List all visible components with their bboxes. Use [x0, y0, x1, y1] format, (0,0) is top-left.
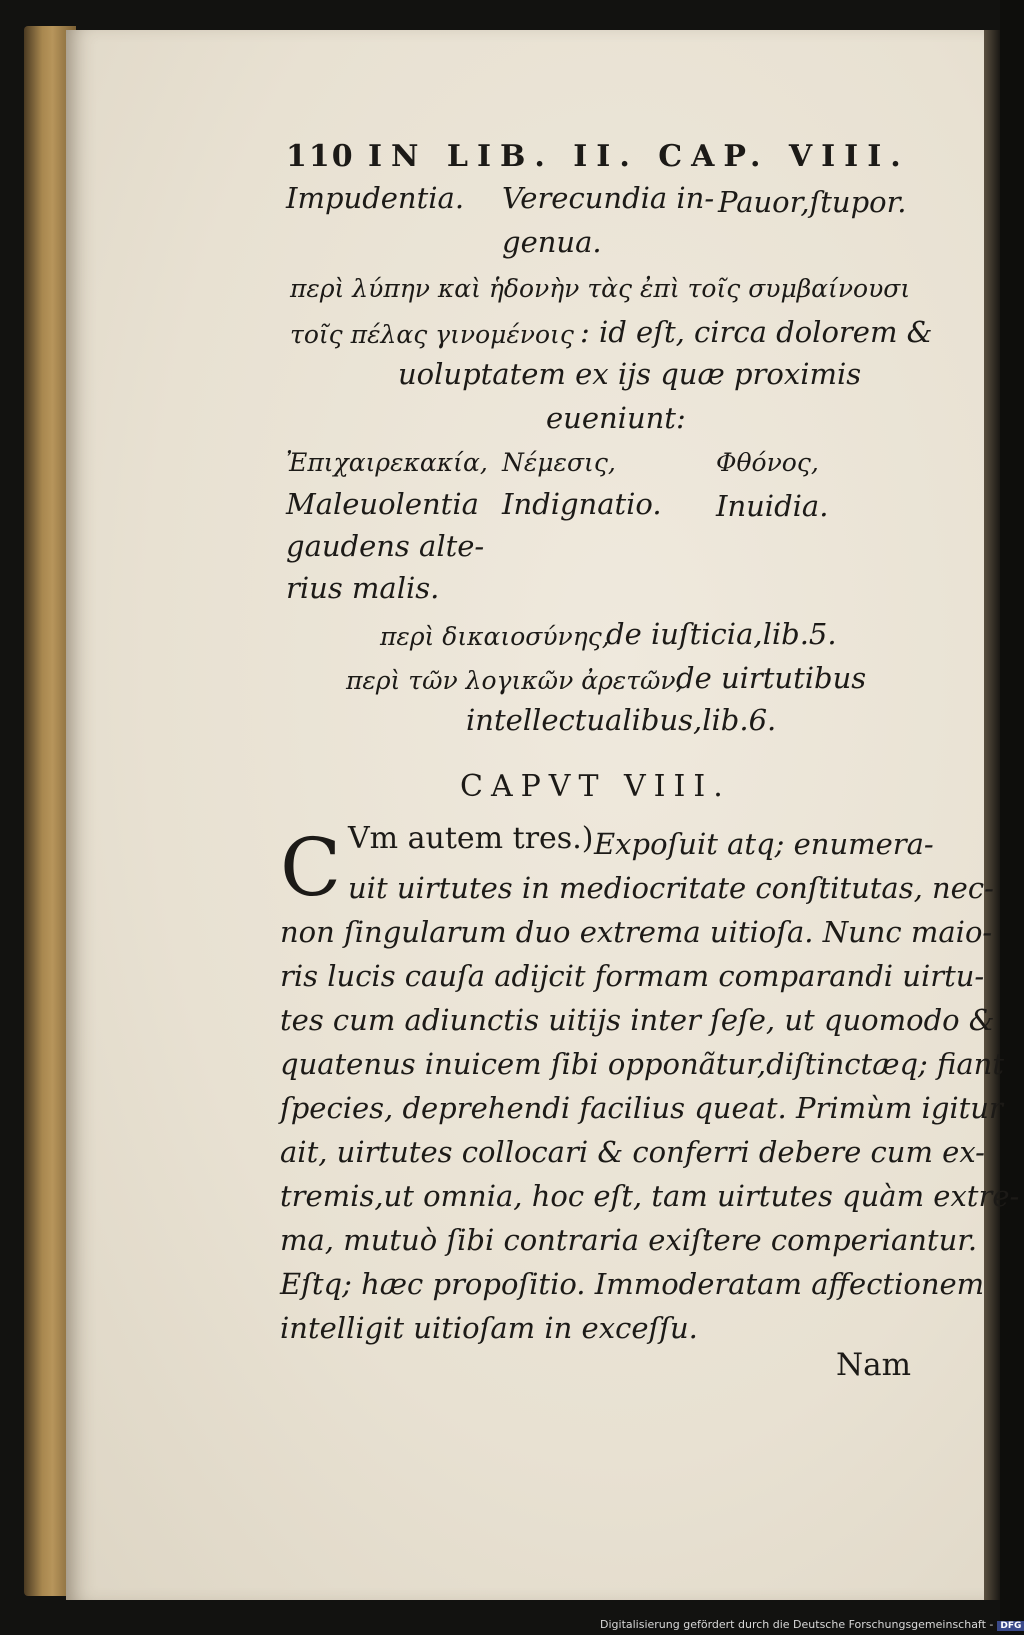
footer-text: Digitalisierung gefördert durch die Deutsche Forschungsgemeinschaft -: [600, 1618, 994, 1631]
virtue-col1: Impudentia.: [286, 181, 465, 215]
passion-greek2: Νέμεσις,: [502, 448, 616, 477]
chapter-body-line: ma, mutuò ſibi contraria exiſtere comperiantur.: [280, 1223, 978, 1257]
passion-latin1-line2: gaudens alte-: [286, 529, 485, 563]
running-title: IN LIB. II. CAP. VIII.: [368, 139, 910, 174]
reference-line3: intellectualibus,lib.6.: [466, 703, 777, 737]
passion-latin1: Maleuolentia: [286, 487, 479, 521]
chapter-body-line: Eſtq; hæc propoſitio. Immoderatam affectionem: [280, 1267, 985, 1301]
virtue-col3: Pauor,ſtupor.: [718, 185, 907, 219]
chapter-body-line: non ſingularum duo extrema uitioſa. Nunc maio-: [280, 915, 993, 949]
drop-cap: C: [280, 821, 342, 914]
passion-latin3: Inuidia.: [716, 489, 829, 523]
chapter-body-line: ait, uirtutes collocari & conferri debere cum ex-: [280, 1135, 985, 1169]
reference-line2-greek: περὶ τῶν λογικῶν ἀρετῶν,: [346, 666, 684, 695]
greek-heading-line2-greek: τοῖς πέλας γινομένοις: [290, 320, 574, 349]
chapter-title: CAPVT VIII.: [460, 769, 731, 804]
page-right-edge: [984, 30, 1000, 1600]
page-number: 110: [286, 139, 355, 174]
greek-heading-line4: eueniunt:: [546, 401, 686, 435]
passion-greek1: Ἐπιχαιρεκακία,: [286, 448, 488, 477]
reference-line1-latin: de iuſticia,lib.5.: [606, 617, 837, 651]
chapter-body-line: tremis,ut omnia, hoc eſt, tam uirtutes quàm extre-: [280, 1179, 1020, 1213]
dfg-logo: DFG: [997, 1621, 1024, 1631]
greek-heading-line3: uoluptatem ex ijs quæ proximis: [398, 357, 862, 391]
chapter-body-line: ſpecies, deprehendi facilius queat. Primùm igitur: [280, 1091, 1003, 1125]
digitization-footer: [600, 1618, 1024, 1631]
chapter-line1-italic: Expoſuit atq; enumera-: [594, 827, 934, 861]
chapter-line1-roman: Vm autem tres.): [348, 821, 594, 856]
chapter-body-line: intelligit uitioſam in exceſſu.: [280, 1311, 698, 1345]
virtue-col2-line2: genua.: [502, 225, 602, 259]
chapter-body-line: uit uirtutes in mediocritate conſtitutas, nec-: [348, 871, 994, 905]
reference-line2-latin: de uirtutibus: [676, 661, 867, 695]
greek-heading-line1: περὶ λύπην καὶ ἡδονὴν τὰς ἐπὶ τοῖς συμβαίνουσι: [290, 274, 911, 303]
passion-latin1-line3: rius malis.: [286, 571, 440, 605]
chapter-body-line: quatenus inuicem ſibi opponãtur,diſtinctæq; fiant: [280, 1047, 1004, 1081]
reference-line1-greek: περὶ δικαιοσύνης,: [380, 622, 610, 651]
passion-latin2: Indignatio.: [502, 487, 662, 521]
chapter-body-line: ris lucis cauſa adijcit formam comparandi uirtu-: [280, 959, 985, 993]
chapter-body-line: tes cum adiunctis uitijs inter ſeſe, ut quomodo &: [280, 1003, 995, 1037]
passion-greek3: Φθόνος,: [716, 448, 819, 477]
greek-heading-line2-latin: : id eſt, circa dolorem &: [580, 315, 933, 349]
virtue-col2-line1: Verecundia in-: [502, 181, 715, 215]
catchword: Nam: [836, 1347, 912, 1383]
